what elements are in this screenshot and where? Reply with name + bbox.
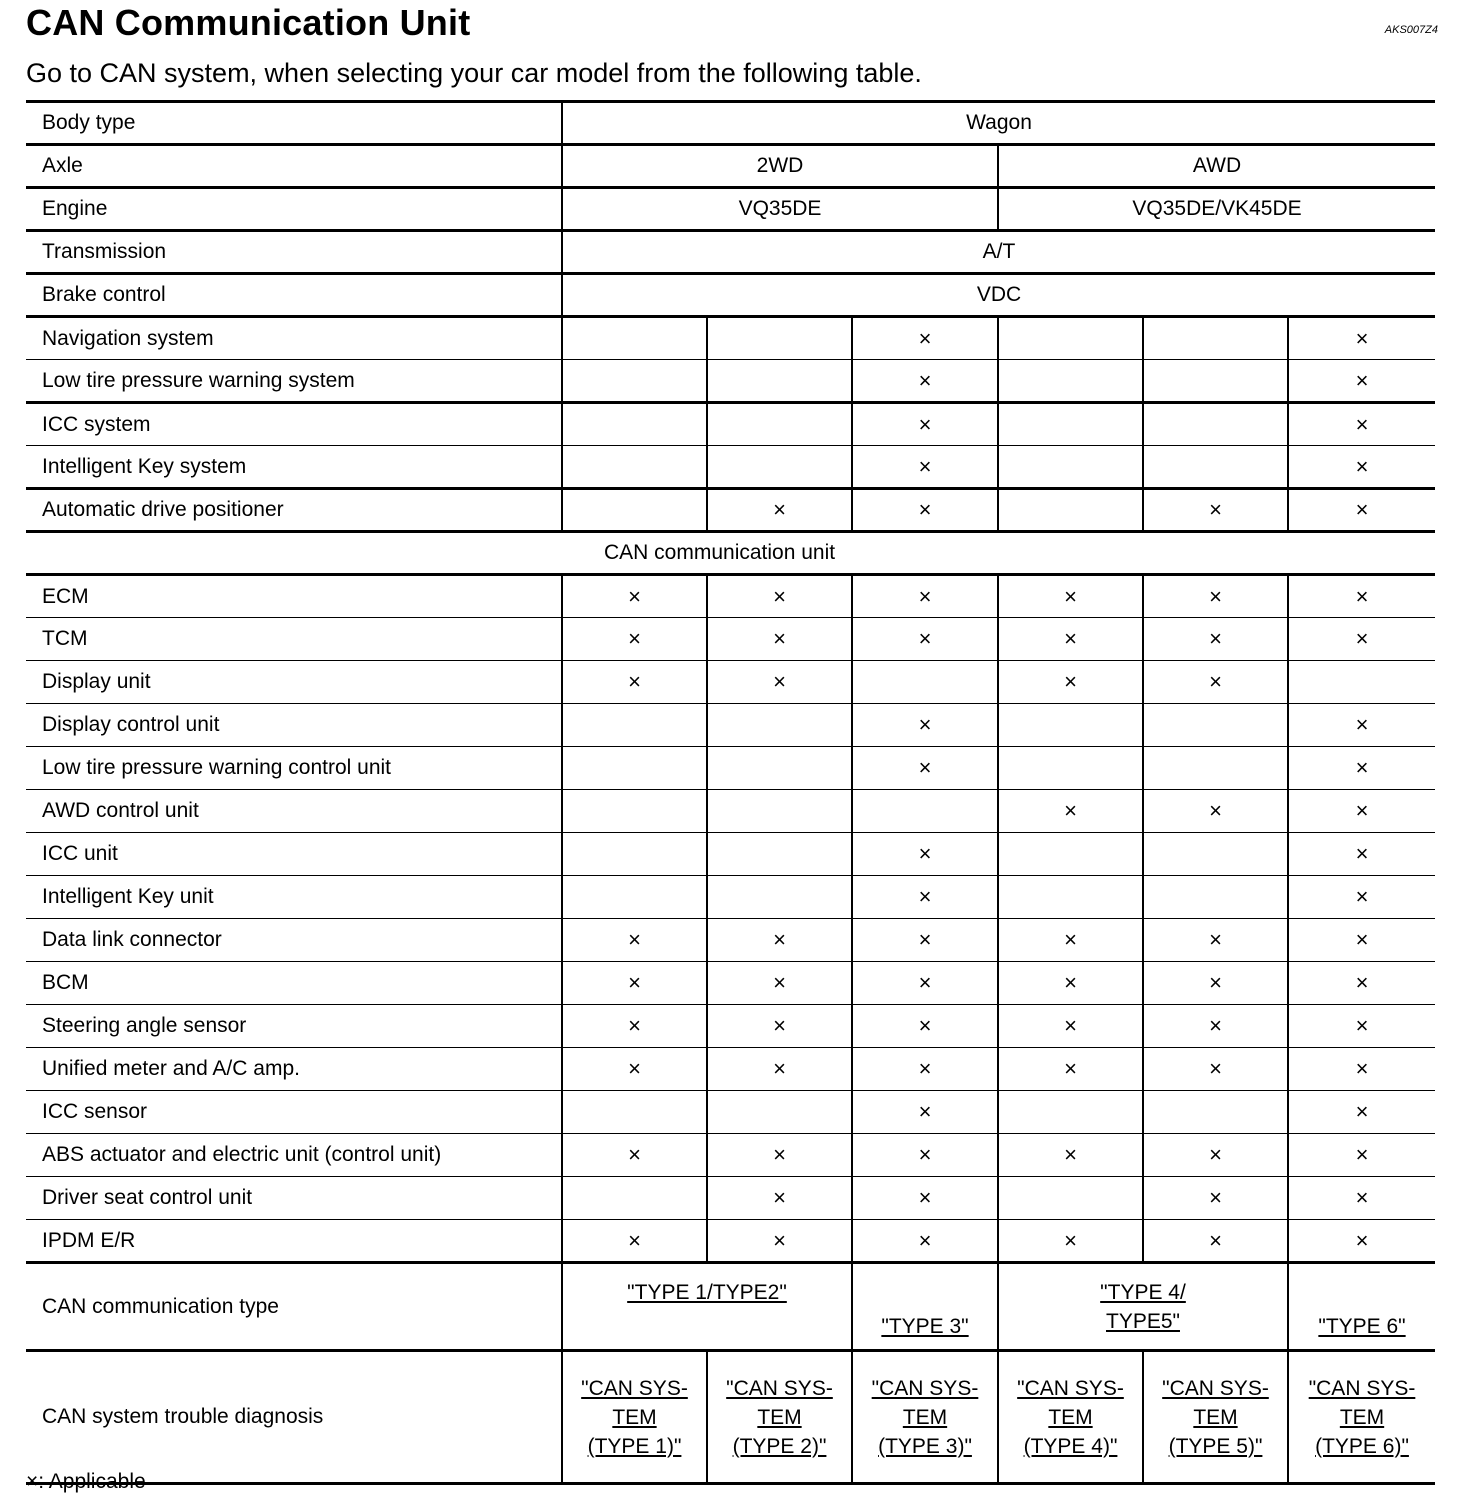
applicable-cell: × — [852, 1134, 998, 1177]
applicable-cell: × — [998, 575, 1143, 618]
applicable-cell — [562, 876, 707, 919]
unit-label: Driver seat control unit — [26, 1177, 562, 1220]
can-unit-table-container — [26, 100, 1435, 1485]
unit-row — [26, 747, 1435, 790]
applicable-cell: × — [852, 962, 998, 1005]
document-id: AKS007Z4 — [1384, 24, 1438, 36]
applicable-cell — [852, 790, 998, 833]
applicable-cell — [707, 360, 852, 403]
section-label: CAN communication unit — [26, 532, 1435, 575]
unit-label: Low tire pressure warning control unit — [26, 747, 562, 790]
applicable-cell — [707, 876, 852, 919]
applicable-cell — [1143, 747, 1288, 790]
applicable-cell — [1143, 876, 1288, 919]
diagnosis-link[interactable]: (TYPE 2)" — [732, 1434, 827, 1458]
applicable-cell: × — [852, 1177, 998, 1220]
diagnosis-cell — [1288, 1351, 1435, 1483]
applicable-cell — [1143, 403, 1288, 446]
applicable-cell: × — [707, 489, 852, 532]
applicable-cell — [1143, 833, 1288, 876]
header-value: VQ35DE — [562, 188, 998, 231]
diagnosis-row — [26, 1351, 1435, 1483]
applicable-cell: × — [562, 919, 707, 962]
diagnosis-link[interactable]: (TYPE 5)" — [1168, 1434, 1263, 1458]
applicable-cell: × — [852, 704, 998, 747]
applicable-cell: × — [852, 876, 998, 919]
applicable-cell: × — [852, 618, 998, 661]
applicable-cell — [707, 704, 852, 747]
applicable-cell — [562, 1177, 707, 1220]
row-label: Transmission — [26, 231, 562, 274]
diagnosis-cell — [852, 1351, 998, 1483]
applicable-cell: × — [1288, 747, 1435, 790]
applicable-cell: × — [1288, 1220, 1435, 1263]
header-value: VQ35DE/VK45DE — [998, 188, 1435, 231]
applicable-cell — [562, 833, 707, 876]
applicable-cell: × — [707, 919, 852, 962]
unit-label: TCM — [26, 618, 562, 661]
diagnosis-link[interactable]: "CAN SYS- — [581, 1376, 688, 1400]
unit-row — [26, 1220, 1435, 1263]
diagnosis-cell — [1143, 1351, 1288, 1483]
header-value: Wagon — [562, 102, 1435, 145]
unit-label: ECM — [26, 575, 562, 618]
can-type-cell — [1288, 1263, 1435, 1351]
option-row — [26, 360, 1435, 403]
applicable-cell: × — [1143, 1177, 1288, 1220]
applicable-cell: × — [998, 919, 1143, 962]
applicable-cell: × — [1288, 1005, 1435, 1048]
diagnosis-cell — [562, 1351, 707, 1483]
applicable-cell: × — [1143, 1134, 1288, 1177]
unit-row — [26, 1048, 1435, 1091]
applicable-cell: × — [562, 1134, 707, 1177]
can-type-link[interactable]: "TYPE 4/ — [1100, 1280, 1186, 1304]
diagnosis-link[interactable]: (TYPE 6)" — [1315, 1434, 1409, 1458]
unit-row — [26, 919, 1435, 962]
applicable-cell — [852, 661, 998, 704]
applicable-cell — [707, 833, 852, 876]
header-value: 2WD — [562, 145, 998, 188]
unit-label: ABS actuator and electric unit (control unit) — [26, 1134, 562, 1177]
applicable-cell: × — [707, 661, 852, 704]
applicable-cell — [562, 446, 707, 489]
unit-row — [26, 876, 1435, 919]
unit-row — [26, 1177, 1435, 1220]
diagnosis-link[interactable]: TEM — [757, 1405, 802, 1429]
applicable-cell: × — [1288, 360, 1435, 403]
applicable-cell: × — [998, 1048, 1143, 1091]
row-label: Body type — [26, 102, 562, 145]
unit-row — [26, 661, 1435, 704]
option-label: Low tire pressure warning system — [26, 360, 562, 403]
applicable-cell: × — [1288, 1091, 1435, 1134]
applicable-cell — [562, 403, 707, 446]
applicable-cell: × — [1288, 919, 1435, 962]
unit-row — [26, 704, 1435, 747]
applicable-cell: × — [1288, 876, 1435, 919]
unit-label: BCM — [26, 962, 562, 1005]
header-row — [26, 145, 1435, 188]
diagnosis-link[interactable]: "CAN SYS- — [726, 1376, 833, 1400]
applicable-cell: × — [707, 1005, 852, 1048]
unit-row — [26, 962, 1435, 1005]
applicable-cell: × — [852, 489, 998, 532]
option-label: Navigation system — [26, 317, 562, 360]
applicable-cell: × — [1143, 919, 1288, 962]
applicable-cell — [1143, 446, 1288, 489]
unit-label: Intelligent Key unit — [26, 876, 562, 919]
applicable-cell: × — [852, 747, 998, 790]
legend-text: ×: Applicable — [26, 1470, 146, 1493]
can-type-cell — [562, 1263, 852, 1351]
diagnosis-link[interactable]: TEM — [1048, 1405, 1093, 1429]
option-row — [26, 403, 1435, 446]
unit-label: Unified meter and A/C amp. — [26, 1048, 562, 1091]
option-row — [26, 489, 1435, 532]
unit-row — [26, 1005, 1435, 1048]
unit-label: Steering angle sensor — [26, 1005, 562, 1048]
applicable-cell: × — [852, 1048, 998, 1091]
applicable-cell: × — [1143, 1005, 1288, 1048]
applicable-cell: × — [1288, 575, 1435, 618]
page-title: CAN Communication Unit — [26, 2, 471, 43]
diagnosis-link[interactable]: "CAN SYS- — [1162, 1376, 1269, 1400]
can-type-link[interactable]: TYPE5" — [1106, 1309, 1180, 1333]
applicable-cell — [998, 403, 1143, 446]
applicable-cell: × — [1288, 403, 1435, 446]
applicable-cell: × — [998, 618, 1143, 661]
applicable-cell: × — [1288, 618, 1435, 661]
applicable-cell — [562, 317, 707, 360]
diagnosis-link[interactable]: (TYPE 4)" — [1023, 1434, 1118, 1458]
applicable-cell: × — [852, 833, 998, 876]
option-label: Automatic drive positioner — [26, 489, 562, 532]
applicable-cell — [1288, 661, 1435, 704]
applicable-cell: × — [562, 661, 707, 704]
applicable-cell — [998, 1177, 1143, 1220]
applicable-cell: × — [707, 962, 852, 1005]
header-row — [26, 274, 1435, 317]
can-type-cell — [852, 1263, 998, 1351]
diagnosis-link[interactable]: "CAN SYS- — [1017, 1376, 1124, 1400]
applicable-cell — [1143, 317, 1288, 360]
applicable-cell: × — [1288, 317, 1435, 360]
header-value: A/T — [562, 231, 1435, 274]
applicable-cell — [998, 489, 1143, 532]
can-type-row — [26, 1263, 1435, 1351]
applicable-cell: × — [998, 1134, 1143, 1177]
applicable-cell: × — [707, 1048, 852, 1091]
applicable-cell — [707, 790, 852, 833]
applicable-cell — [998, 1091, 1143, 1134]
applicable-cell: × — [1288, 446, 1435, 489]
applicable-cell: × — [562, 618, 707, 661]
applicable-cell — [562, 489, 707, 532]
applicable-cell: × — [852, 446, 998, 489]
applicable-cell: × — [707, 1134, 852, 1177]
option-label: ICC system — [26, 403, 562, 446]
applicable-cell — [998, 876, 1143, 919]
applicable-cell: × — [998, 790, 1143, 833]
applicable-cell: × — [1143, 489, 1288, 532]
diagnosis-link[interactable]: TEM — [1193, 1405, 1238, 1429]
applicable-cell — [707, 446, 852, 489]
applicable-cell: × — [998, 962, 1143, 1005]
applicable-cell — [562, 790, 707, 833]
applicable-cell: × — [1143, 1048, 1288, 1091]
applicable-cell: × — [1288, 489, 1435, 532]
unit-label: Display unit — [26, 661, 562, 704]
applicable-cell: × — [852, 403, 998, 446]
applicable-cell: × — [998, 1220, 1143, 1263]
applicable-cell — [1143, 360, 1288, 403]
diagnosis-link[interactable]: "CAN SYS- — [1308, 1376, 1416, 1400]
applicable-cell — [998, 833, 1143, 876]
unit-row — [26, 618, 1435, 661]
diagnosis-link[interactable]: (TYPE 3)" — [878, 1434, 972, 1458]
can-type-link[interactable]: "TYPE 3" — [881, 1315, 969, 1338]
applicable-cell — [707, 747, 852, 790]
unit-label: AWD control unit — [26, 790, 562, 833]
applicable-cell — [562, 704, 707, 747]
header-row — [26, 231, 1435, 274]
applicable-cell — [998, 360, 1143, 403]
header-value: AWD — [998, 145, 1435, 188]
intro-text: Go to CAN system, when selecting your car model from the following table. — [26, 58, 922, 88]
unit-row — [26, 575, 1435, 618]
unit-label: ICC sensor — [26, 1091, 562, 1134]
can-type-link[interactable]: "TYPE 6" — [1318, 1315, 1406, 1338]
unit-label: Display control unit — [26, 704, 562, 747]
applicable-cell: × — [707, 1177, 852, 1220]
diagnosis-link[interactable]: TEM — [1339, 1405, 1385, 1429]
applicable-cell: × — [707, 575, 852, 618]
applicable-cell: × — [852, 360, 998, 403]
section-row — [26, 532, 1435, 575]
applicable-cell: × — [852, 1091, 998, 1134]
applicable-cell: × — [562, 1220, 707, 1263]
applicable-cell — [707, 1091, 852, 1134]
header-row — [26, 188, 1435, 231]
applicable-cell — [1143, 704, 1288, 747]
applicable-cell: × — [1143, 962, 1288, 1005]
unit-label: IPDM E/R — [26, 1220, 562, 1263]
applicable-cell: × — [1143, 661, 1288, 704]
applicable-cell — [998, 747, 1143, 790]
unit-label: ICC unit — [26, 833, 562, 876]
applicable-cell: × — [562, 1005, 707, 1048]
applicable-cell: × — [1143, 790, 1288, 833]
row-label: Engine — [26, 188, 562, 231]
unit-row — [26, 790, 1435, 833]
applicable-cell: × — [852, 919, 998, 962]
diagnosis-link[interactable]: "CAN SYS- — [871, 1376, 979, 1400]
unit-row — [26, 833, 1435, 876]
diagnosis-link[interactable]: TEM — [902, 1405, 948, 1429]
diagnosis-link[interactable]: (TYPE 1)" — [587, 1434, 682, 1458]
option-label: Intelligent Key system — [26, 446, 562, 489]
applicable-cell — [707, 403, 852, 446]
applicable-cell — [562, 747, 707, 790]
applicable-cell: × — [1288, 790, 1435, 833]
unit-row — [26, 1091, 1435, 1134]
applicable-cell: × — [998, 661, 1143, 704]
can-type-link[interactable]: "TYPE 1/TYPE2" — [627, 1281, 787, 1304]
applicable-cell: × — [1288, 1177, 1435, 1220]
applicable-cell — [1143, 1091, 1288, 1134]
option-row — [26, 446, 1435, 489]
applicable-cell — [998, 704, 1143, 747]
applicable-cell: × — [852, 1005, 998, 1048]
unit-row — [26, 1134, 1435, 1177]
applicable-cell: × — [1288, 1134, 1435, 1177]
applicable-cell: × — [1143, 618, 1288, 661]
row-label: Brake control — [26, 274, 562, 317]
applicable-cell — [998, 446, 1143, 489]
applicable-cell: × — [852, 575, 998, 618]
option-row — [26, 317, 1435, 360]
applicable-cell: × — [562, 1048, 707, 1091]
diagnosis-cell — [707, 1351, 852, 1483]
applicable-cell: × — [1288, 962, 1435, 1005]
can-type-label: CAN communication type — [26, 1263, 562, 1351]
applicable-cell — [998, 317, 1143, 360]
applicable-cell: × — [707, 1220, 852, 1263]
applicable-cell — [562, 1091, 707, 1134]
applicable-cell: × — [562, 575, 707, 618]
applicable-cell — [707, 317, 852, 360]
applicable-cell: × — [998, 1005, 1143, 1048]
can-type-cell — [998, 1263, 1288, 1351]
diagnosis-label: CAN system trouble diagnosis — [26, 1351, 562, 1483]
applicable-cell: × — [562, 962, 707, 1005]
applicable-cell: × — [852, 1220, 998, 1263]
diagnosis-link[interactable]: TEM — [612, 1405, 657, 1429]
applicable-cell: × — [1143, 1220, 1288, 1263]
applicable-cell: × — [1288, 833, 1435, 876]
can-unit-table — [26, 100, 1435, 1482]
unit-label: Data link connector — [26, 919, 562, 962]
applicable-cell: × — [852, 317, 998, 360]
applicable-cell — [562, 360, 707, 403]
applicable-cell: × — [1143, 575, 1288, 618]
header-row — [26, 102, 1435, 145]
table-bottom-rule — [26, 1482, 1435, 1485]
applicable-cell: × — [1288, 1048, 1435, 1091]
applicable-cell: × — [707, 618, 852, 661]
header-value: VDC — [562, 274, 1435, 317]
diagnosis-cell — [998, 1351, 1143, 1483]
applicable-cell: × — [1288, 704, 1435, 747]
row-label: Axle — [26, 145, 562, 188]
